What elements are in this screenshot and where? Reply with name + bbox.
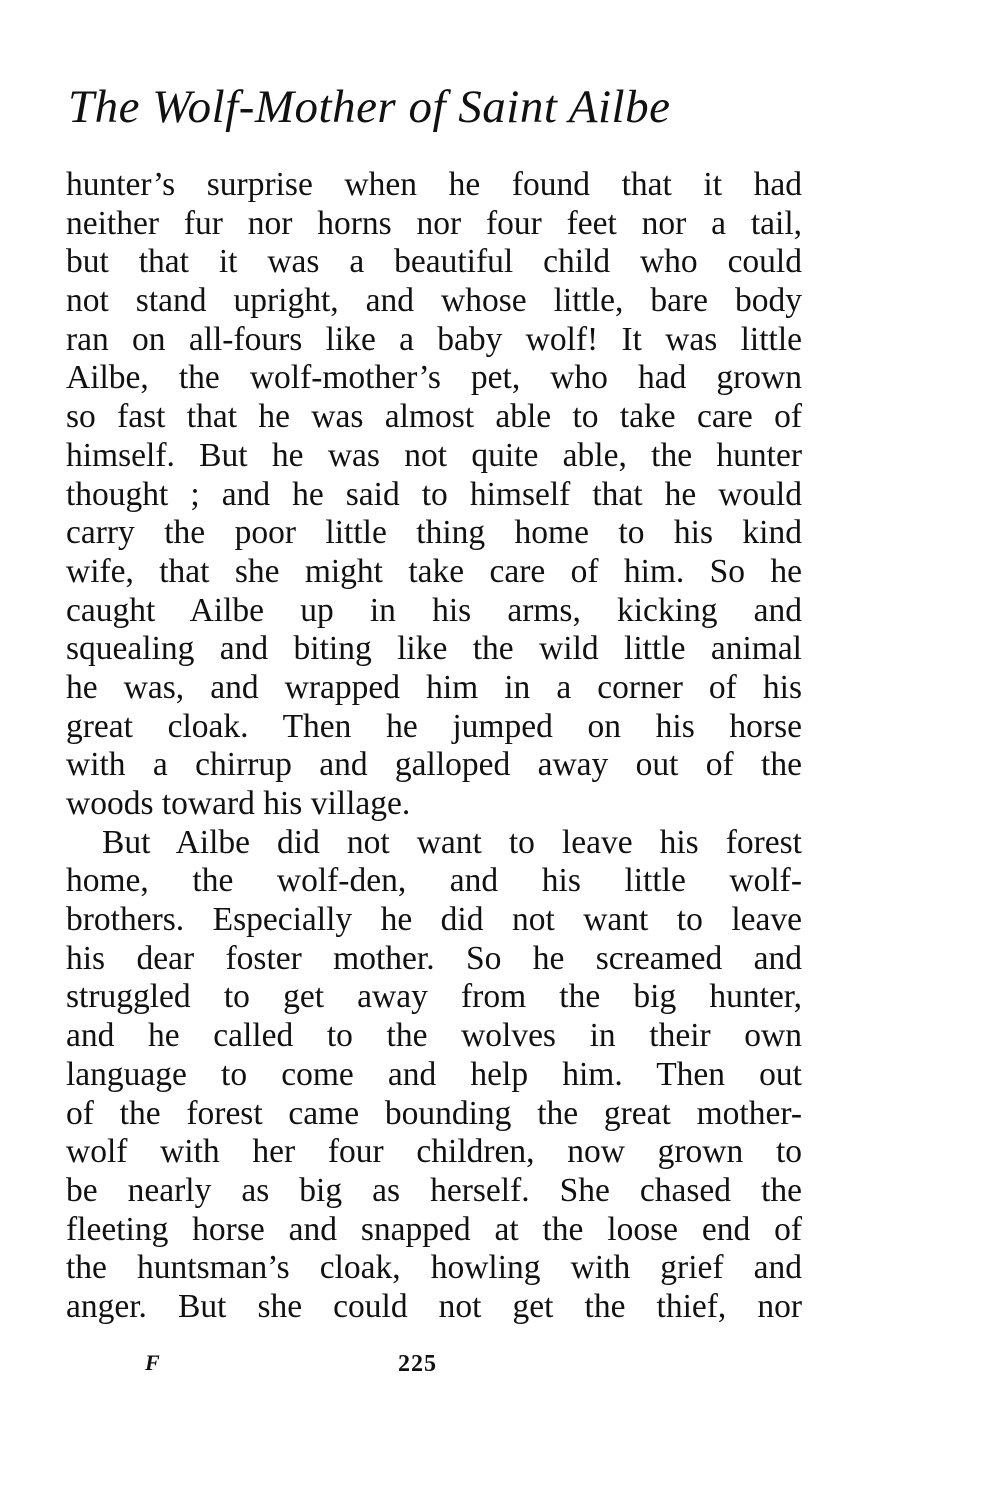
text-line: wolf with her four children, now grown to — [66, 1133, 802, 1171]
text-line: But Ailbe did not want to leave his forest — [102, 823, 802, 861]
text-line: brothers. Especially he did not want to leave — [66, 901, 802, 939]
text-line: fleeting horse and snapped at the loose end of — [66, 1210, 802, 1248]
body-text — [66, 166, 802, 1327]
text-line: with a chirrup and galloped away out of the — [66, 746, 802, 784]
signature-mark: F — [145, 1350, 160, 1375]
text-line: he was, and wrapped him in a corner of his — [66, 668, 802, 706]
text-line: but that it was a beautiful child who could — [66, 243, 802, 281]
text-line: home, the wolf-den, and his little wolf- — [66, 862, 802, 900]
text-line: thought ; and he said to himself that he would — [66, 475, 802, 513]
text-line: of the forest came bounding the great mother- — [66, 1094, 802, 1132]
text-line: carry the poor little thing home to his kind — [66, 514, 802, 552]
page-number: 225 — [398, 1351, 437, 1377]
text-line: wife, that she might take care of him. So he — [66, 552, 802, 590]
text-line: hunter’s surprise when he found that it had — [66, 166, 802, 203]
text-line: so fast that he was almost able to take care of — [66, 398, 802, 436]
text-line: Ailbe, the wolf-mother’s pet, who had grown — [66, 359, 802, 397]
text-line: neither fur nor horns nor four feet nor a tail, — [66, 204, 802, 242]
text-line: language to come and help him. Then out — [66, 1055, 802, 1093]
text-line: not stand upright, and whose little, bare body — [66, 282, 802, 320]
text-line: woods toward his village. — [66, 785, 411, 822]
text-line: and he called to the wolves in their own — [66, 1017, 802, 1055]
text-line: ran on all-fours like a baby wolf! It was little — [66, 320, 802, 358]
text-line: caught Ailbe up in his arms, kicking and — [66, 591, 802, 629]
text-line: his dear foster mother. So he screamed and — [66, 939, 802, 977]
text-line: be nearly as big as herself. She chased the — [66, 1171, 802, 1209]
text-line: squealing and biting like the wild little animal — [66, 630, 802, 668]
text-line: great cloak. Then he jumped on his horse — [66, 707, 802, 745]
running-head: The Wolf-Mother of Saint Ailbe — [68, 81, 671, 133]
text-line: struggled to get away from the big hunter, — [66, 978, 802, 1016]
text-line: anger. But she could not get the thief, nor — [66, 1287, 802, 1325]
text-line: the huntsman’s cloak, howling with grief and — [66, 1249, 802, 1287]
text-line: himself. But he was not quite able, the hunter — [66, 436, 802, 474]
